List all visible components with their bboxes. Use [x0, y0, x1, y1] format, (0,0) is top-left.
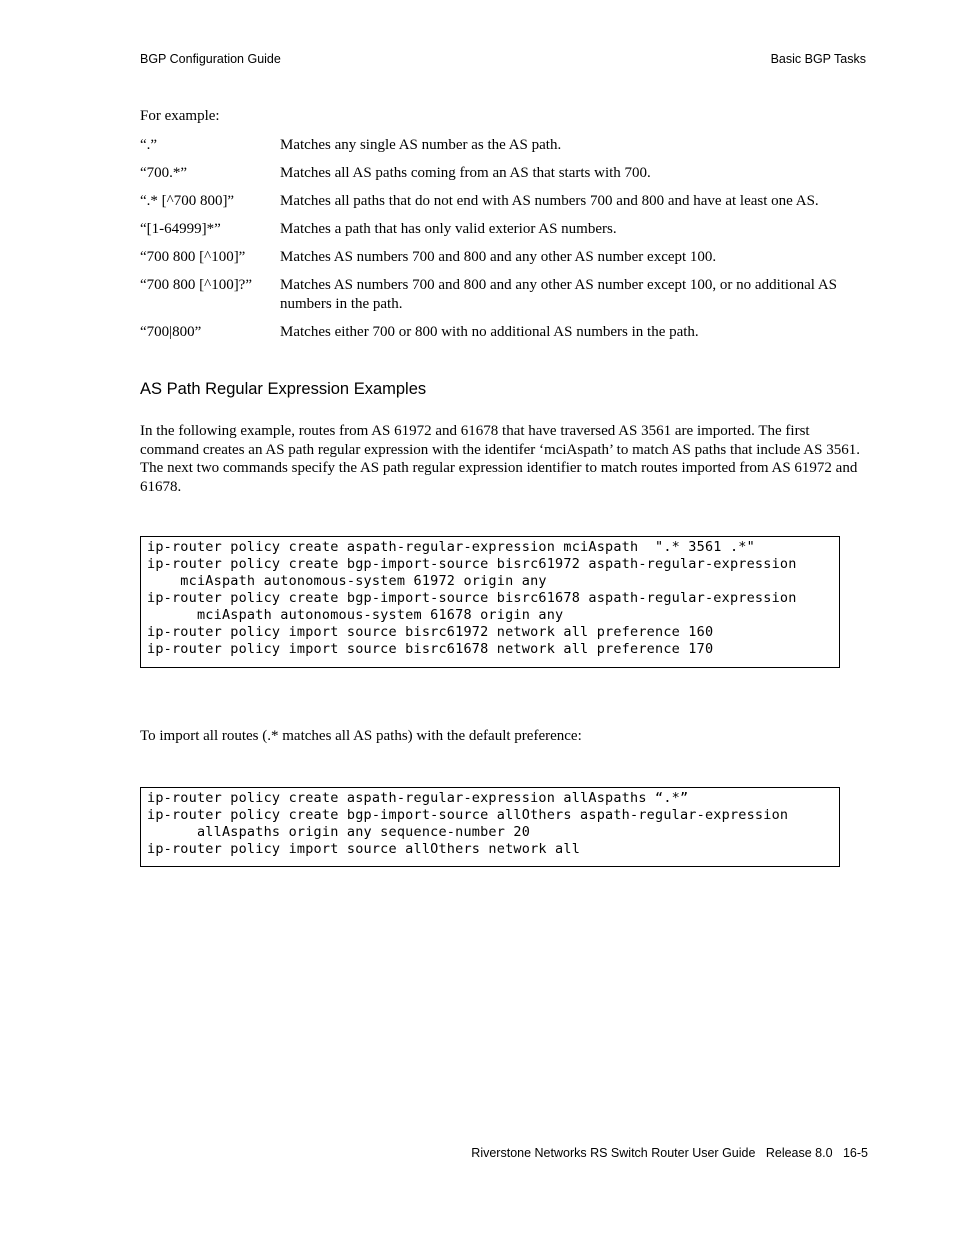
code-line: ip-router policy import source bisrc61972 network all preference 160 — [147, 624, 714, 640]
running-header-right: Basic BGP Tasks — [770, 52, 866, 66]
example-row — [140, 164, 868, 183]
example-pattern: “.* [^700 800]” — [140, 193, 235, 209]
example-pattern: “700 800 [^100]?” — [140, 277, 253, 293]
example-description: Matches either 700 or 800 with no additional AS numbers in the path. — [280, 324, 699, 340]
code-line: ip-router policy create bgp-import-source allOthers aspath-regular-expression — [147, 807, 789, 823]
page-footer: Riverstone Networks RS Switch Router User Guide Release 8.0 16-5 — [471, 1146, 868, 1160]
body-paragraph: To import all routes (.* matches all AS paths) with the default preference: — [140, 728, 582, 744]
regex-examples-table — [140, 136, 868, 351]
example-pattern: “700.*” — [140, 165, 188, 181]
code-line: ip-router policy import source bisrc61678 network all preference 170 — [147, 641, 714, 657]
example-row — [140, 136, 868, 155]
example-description: Matches any single AS number as the AS path. — [280, 137, 562, 153]
example-row — [140, 192, 868, 211]
body-paragraph: In the following example, routes from AS 61972 and 61678 that have traversed AS 3561 are imported. The first command creates an AS path regular expression with the identifer ‘mciAspath’ to match AS paths that include AS 3561. The next two commands specify the AS path regular expression identifier to match routes imported from AS 61972 and 61678. — [140, 423, 860, 495]
section-heading: AS Path Regular Expression Examples — [140, 380, 427, 398]
example-description: Matches AS numbers 700 and 800 and any other AS number except 100, or no additional AS numbers in the path. — [280, 277, 837, 312]
example-pattern: “700 800 [^100]” — [140, 249, 246, 265]
intro-text: For example: — [140, 108, 220, 124]
example-description: Matches a path that has only valid exterior AS numbers. — [280, 221, 617, 237]
code-line: ip-router policy import source allOthers network all — [147, 841, 581, 857]
code-line: mciAspath autonomous-system 61972 origin any — [147, 573, 547, 589]
code-line: ip-router policy create bgp-import-source bisrc61678 aspath-regular-expression — [147, 590, 797, 606]
running-header-left: BGP Configuration Guide — [140, 52, 281, 66]
example-row — [140, 220, 868, 239]
example-description: Matches all paths that do not end with AS numbers 700 and 800 and have at least one AS. — [280, 193, 819, 209]
example-pattern: “700|800” — [140, 324, 202, 340]
example-description: Matches all AS paths coming from an AS that starts with 700. — [280, 165, 651, 181]
code-block — [140, 536, 840, 668]
example-row — [140, 248, 868, 267]
code-line: allAspaths origin any sequence-number 20 — [147, 824, 531, 840]
code-line: mciAspath autonomous-system 61678 origin any — [147, 607, 564, 623]
example-row — [140, 276, 868, 314]
code-line: ip-router policy create aspath-regular-expression allAspaths “.*” — [147, 790, 689, 806]
code-line: ip-router policy create bgp-import-source bisrc61972 aspath-regular-expression — [147, 556, 797, 572]
example-pattern: “.” — [140, 137, 158, 153]
example-row — [140, 323, 868, 342]
code-block — [140, 787, 840, 867]
example-description: Matches AS numbers 700 and 800 and any other AS number except 100. — [280, 249, 717, 265]
example-pattern: “[1-64999]*” — [140, 221, 221, 237]
code-line: ip-router policy create aspath-regular-expression mciAspath ".* 3561 .*" — [147, 539, 755, 555]
